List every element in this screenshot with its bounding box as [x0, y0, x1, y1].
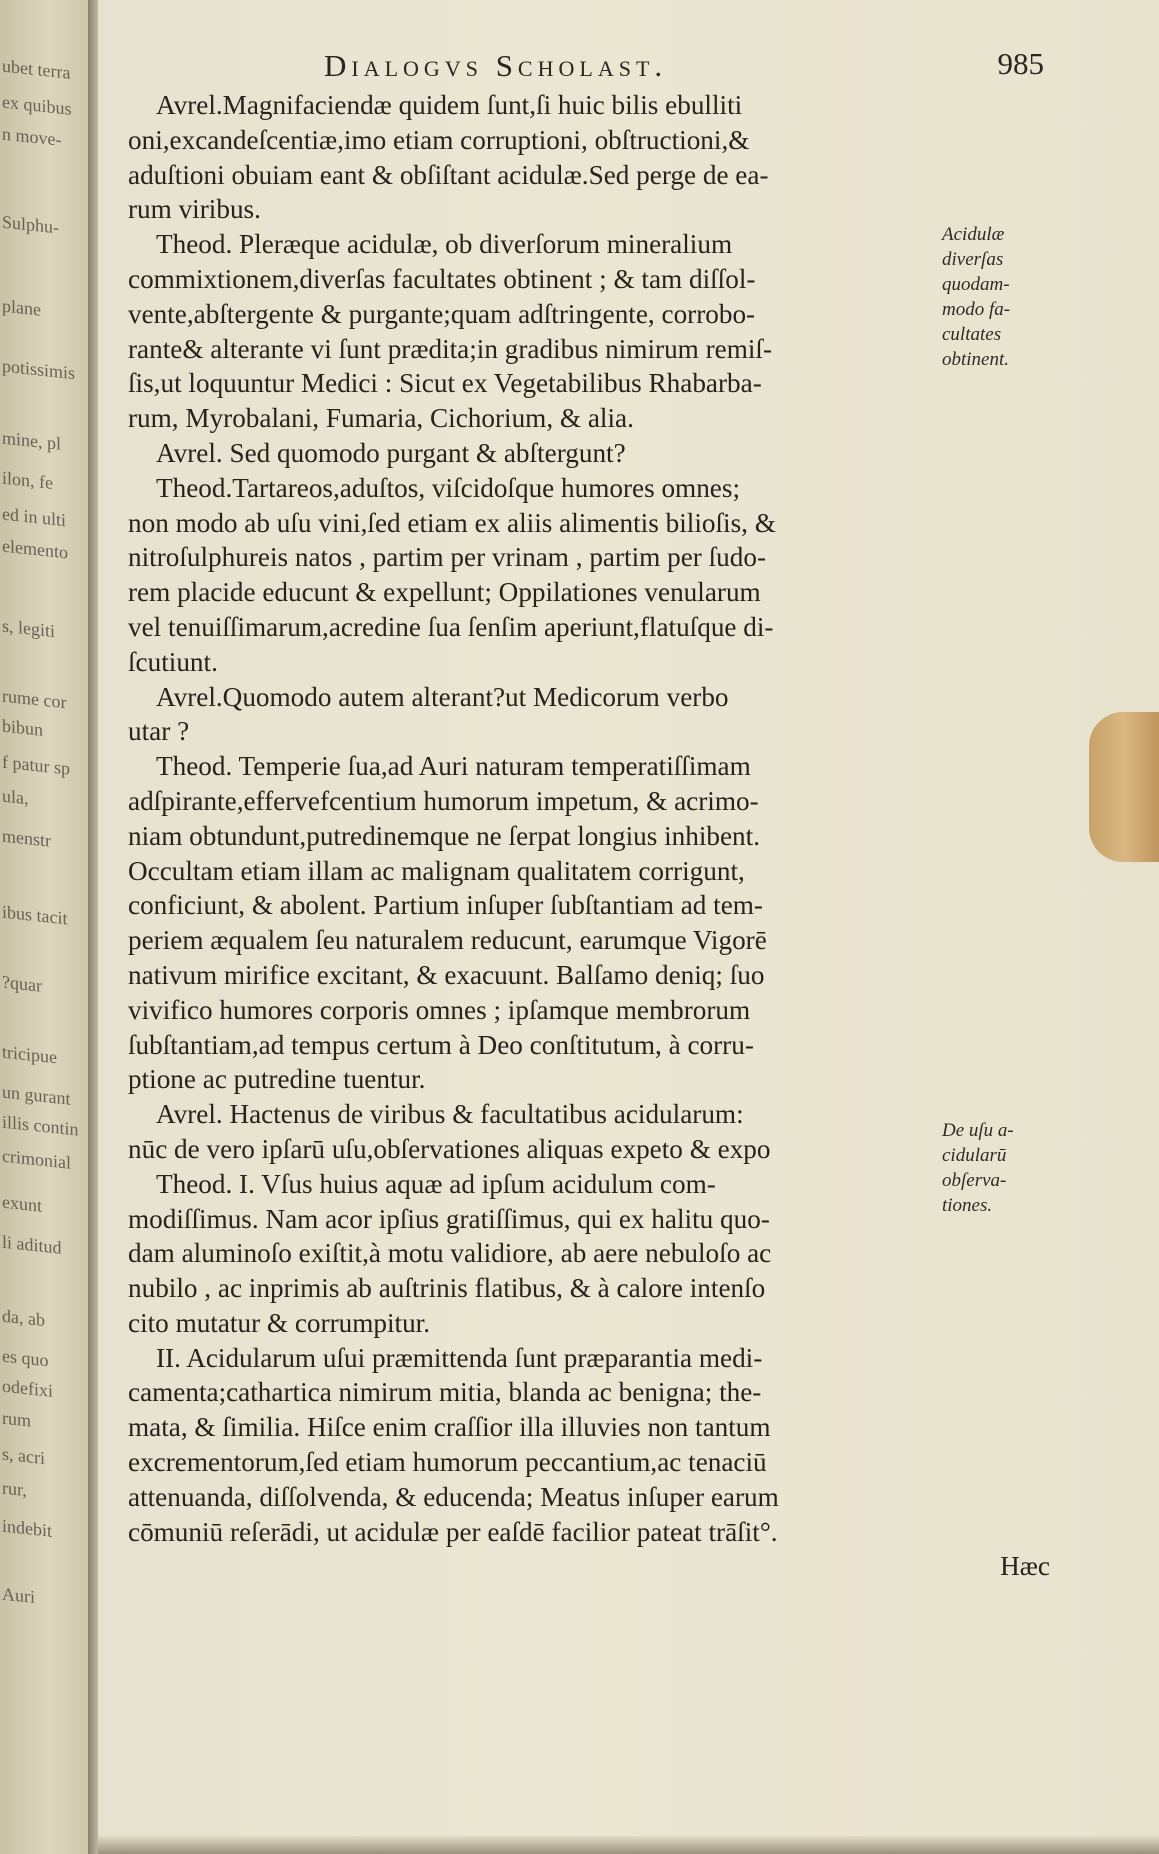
text-line: ptione ac putredine tuentur. [128, 1064, 426, 1095]
prev-page-fragment: bibun [2, 715, 44, 740]
margin-note-line: quodam- [942, 274, 1010, 295]
prev-page-fragment: s, acri [2, 1443, 45, 1469]
text-line: utar ? [128, 716, 190, 747]
text-line: oni,excandeſcentiæ,imo etiam corruptioni, obſtructioni,& [128, 124, 750, 155]
text-line: attenuanda, diſſolvenda, & educenda; Meatus inſuper earum [128, 1481, 779, 1512]
text-line: aduſtioni obuiam eant & obſiſtant acidulæ.Sed perge de ea- [128, 159, 769, 190]
text-line: II. Acidularum uſui præmittenda ſunt præparantia medi- [156, 1342, 763, 1373]
text-line: Theod. I. Vſus huius aquæ ad ipſum acidulum com- [156, 1168, 716, 1199]
text-line: ſcutiunt. [128, 646, 218, 677]
text-line: Theod.Tartareos,aduſtos, viſcidoſque humores omnes; [156, 472, 740, 503]
prev-page-fragment: indebit [2, 1515, 52, 1541]
prev-page-fragment: n move- [2, 123, 62, 150]
prev-page-fragment: ula, [2, 785, 29, 809]
prev-page-fragment: ex quibus [2, 91, 72, 119]
prev-page-fragment: plane [2, 295, 41, 320]
book-page [98, 0, 1159, 1854]
prev-page-fragment: rum [2, 1407, 31, 1431]
margin-note-line: De uſu a- [942, 1120, 1014, 1141]
prev-page-fragment: potissimis [2, 355, 76, 384]
margin-note-line: tiones. [942, 1195, 993, 1216]
body-text [128, 88, 1060, 1584]
text-line: Occultam etiam illam ac malignam qualitatem corrigunt, [128, 855, 745, 886]
text-line: conficiunt, & abolent. Partium inſuper ſubſtantiam ad tem- [128, 890, 763, 921]
text-line: ſis,ut loquuntur Medici : Sicut ex Vegetabilibus Rhabarba- [128, 368, 762, 399]
prev-page-fragment: ed in ulti [2, 503, 66, 531]
text-line: cito mutatur & corrumpitur. [128, 1307, 431, 1338]
prev-page-fragment: exunt [2, 1191, 42, 1216]
prev-page-fragment: menstr [2, 825, 51, 851]
margin-note-line: cidularū [942, 1145, 1007, 1166]
text-line: niam obtundunt,putredinemque ne ſerpat longius inhibent. [128, 820, 760, 851]
text-line: Avrel.Magnifaciendæ quidem ſunt,ſi huic bilis ebulliti [156, 90, 743, 120]
page-bottom-edge [98, 1836, 1159, 1854]
text-line: rem placide educunt & expellunt; Oppilationes venularum [128, 577, 761, 608]
prev-page-fragment: ?quar [2, 971, 42, 996]
text-line: modiſſimus. Nam acor ipſius gratiſſimus, qui ex halitu quo- [128, 1203, 770, 1234]
prev-page-fragment: Sulphu- [2, 211, 60, 238]
prev-page-fragment: li aditud [2, 1231, 62, 1258]
prev-page-fragment: crimonial [2, 1145, 71, 1173]
text-line: Theod. Pleræque acidulæ, ob diverſorum mineralium [156, 229, 733, 260]
text-line: ſubſtantiam,ad tempus certum à Deo conſtitutum, à corru- [128, 1029, 754, 1060]
prev-page-fragment: s, legiti [2, 615, 55, 642]
previous-page-edge [0, 0, 90, 1854]
text-line: excrementorum,ſed etiam humorum peccantium,ac tenaciū [128, 1447, 767, 1478]
text-line: nubilo , ac inprimis ab auſtrinis flatibus, & à calore intenſo [128, 1273, 766, 1304]
margin-note-line: Acidulæ [942, 224, 1005, 245]
prev-page-fragment: tricipue [2, 1041, 57, 1068]
text-line: Avrel. Hactenus de viribus & facultatibus acidularum: [156, 1099, 744, 1130]
prev-page-fragment: elemento [2, 535, 68, 563]
text-line: vivifico humores corporis omnes ; ipſamque membrorum [128, 994, 751, 1025]
page-marker-tab [1089, 712, 1159, 862]
text-line: rum, Myrobalani, Fumaria, Cichorium, & alia. [128, 403, 634, 434]
margin-note-line: diverſas [942, 249, 1004, 270]
text-line: periem æqualem ſeu naturalem reducunt, earumque Vigorē [128, 925, 767, 956]
prev-page-fragment: un gurant [2, 1081, 71, 1109]
prev-page-fragment: rur, [2, 1477, 27, 1501]
text-line: nūc de vero ipſarū uſu,obſervationes aliquas expeto & expo [128, 1133, 771, 1164]
margin-note-acidulae [942, 222, 1052, 372]
text-line: Hæc [1000, 1551, 1050, 1582]
text-line: Avrel.Quomodo autem alterant?ut Medicorum verbo [156, 681, 729, 712]
text-line: rante& alterante vi ſunt prædita;in gradibus nimirum remiſ- [128, 333, 773, 364]
text-line: rum viribus. [128, 194, 261, 225]
text-line: dam aluminoſo exiſtit,à motu validiore, ab aere nebuloſo ac [128, 1238, 772, 1269]
book-gutter [88, 0, 98, 1854]
prev-page-fragment: ubet terra [2, 55, 71, 83]
text-line: non modo ab uſu vini,ſed etiam ex aliis alimentis bilioſis, & [128, 507, 776, 538]
text-line: commixtionem,diverſas facultates obtinent ; & tam diſſol- [128, 263, 756, 294]
text-line: vel tenuiſſimarum,acredine ſua ſenſim aperiunt,flatuſque di- [128, 611, 774, 642]
text-line: camenta;cathartica nimirum mitia, blanda ac benigna; the- [128, 1377, 762, 1408]
running-title: Dialogvs Scholast. [324, 48, 668, 83]
text-line: Theod. Temperie ſua,ad Auri naturam temperatiſſimam [156, 751, 751, 782]
text-line: nitroſulphureis natos , partim per vrinam , partim per ſudo- [128, 542, 767, 573]
margin-note-de-usu [942, 1118, 1052, 1218]
text-line: adſpirante,effervefcentium humorum impetum, & acrimo- [128, 785, 759, 816]
prev-page-fragment: es quo [2, 1345, 49, 1371]
prev-page-fragment: illis contin [2, 1111, 79, 1140]
text-line: mata, & ſimilia. Hiſce enim craſſior illa illuvies non tantum [128, 1412, 771, 1443]
running-header [324, 46, 1044, 90]
prev-page-fragment: ibus tacit [2, 901, 68, 929]
text-line: nativum mirifice excitant, & exacuunt. Balſamo deniq; ſuo [128, 959, 765, 990]
prev-page-fragment: rume cor [2, 685, 67, 713]
margin-note-line: obtinent. [942, 349, 1010, 370]
margin-note-line: obſerva- [942, 1170, 1007, 1191]
margin-note-line: modo fa- [942, 299, 1011, 320]
text-line: vente,abſtergente & purgante;quam adſtringente, corrobo- [128, 298, 756, 329]
prev-page-fragment: odefixi [2, 1375, 53, 1401]
margin-note-line: cultates [942, 324, 1002, 345]
prev-page-fragment: da, ab [2, 1305, 45, 1331]
text-line: cōmuniū reſerādi, ut acidulæ per eaſdē facilior pateat trāſit°. [128, 1516, 778, 1547]
text-line: Avrel. Sed quomodo purgant & abſtergunt? [156, 437, 626, 468]
prev-page-fragment: Auri [2, 1583, 35, 1608]
prev-page-fragment: ilon, fe [2, 467, 53, 493]
prev-page-fragment: mine, pl [2, 427, 61, 454]
prev-page-fragment: f patur sp [2, 751, 70, 779]
page-number: 985 [997, 46, 1044, 81]
